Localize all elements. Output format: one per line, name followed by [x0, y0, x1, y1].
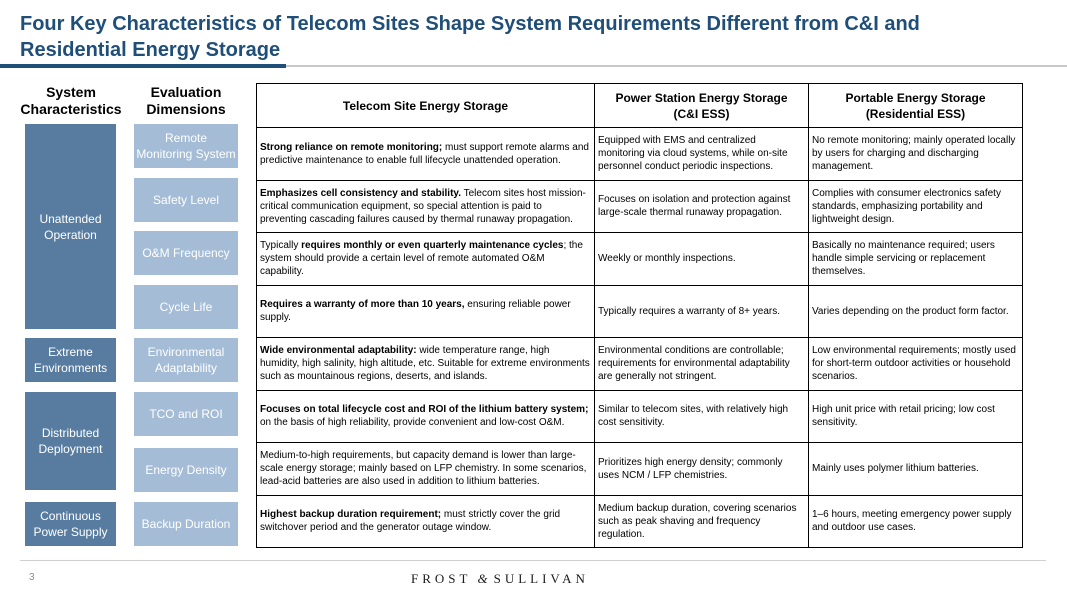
cell-telecom: Focuses on total lifecycle cost and ROI of the lithium battery system; on the basis of high reliability, provide convenient and low-cost O&M.: [257, 390, 595, 443]
table-header-row: [257, 84, 1023, 128]
footer-divider: [20, 560, 1046, 561]
system-characteristic-continuous: Continuous Power Supply: [25, 502, 116, 546]
system-characteristic-unattended: Unattended Operation: [25, 124, 116, 329]
comparison-table: [256, 83, 1023, 548]
evaluation-dimension-safety: Safety Level: [134, 178, 238, 222]
system-characteristic-extreme: Extreme Environments: [25, 338, 116, 382]
cell-residential: No remote monitoring; mainly operated locally by users for charging and discharging management.: [809, 128, 1023, 181]
cell-ci: Similar to telecom sites, with relatively high cost sensitivity.: [595, 390, 809, 443]
cell-ci: Medium backup duration, covering scenarios such as peak shaving and frequency regulation.: [595, 495, 809, 548]
cell-ci: Weekly or monthly inspections.: [595, 233, 809, 286]
cell-residential: Complies with consumer electronics safety standards, emphasizing portability and lightweight design.: [809, 180, 1023, 233]
cell-telecom: Strong reliance on remote monitoring; must support remote alarms and predictive maintenance to enable full lifecycle unattended operation.: [257, 128, 595, 181]
cell-ci: Typically requires a warranty of 8+ years.: [595, 285, 809, 338]
evaluation-dimension-tco-roi: TCO and ROI: [134, 392, 238, 436]
cell-residential: Low environmental requirements; mostly used for short-term outdoor activities or household scenarios.: [809, 338, 1023, 391]
evaluation-dimension-backup-duration: Backup Duration: [134, 502, 238, 546]
cell-ci: Focuses on isolation and protection against large-scale thermal runaway propagation.: [595, 180, 809, 233]
cell-telecom: Typically requires monthly or even quarterly maintenance cycles; the system should provide a certain level of remote automated O&M capability.: [257, 233, 595, 286]
table-row: [257, 338, 1023, 391]
evaluation-dimension-remote-monitoring: Remote Monitoring System: [134, 124, 238, 168]
table-row: [257, 495, 1023, 548]
header-telecom: Telecom Site Energy Storage: [257, 84, 595, 128]
cell-telecom: Medium-to-high requirements, but capacity demand is lower than large-scale energy storage; mainly based on LFP chemistry. In some scenarios, lead-acid batteries are also used in addition to lithium batteries.: [257, 443, 595, 496]
cell-telecom: Requires a warranty of more than 10 years, ensuring reliable power supply.: [257, 285, 595, 338]
cell-telecom: Highest backup duration requirement; must strictly cover the grid switchover period and the generator outage window.: [257, 495, 595, 548]
header-ci: Power Station Energy Storage (C&I ESS): [595, 84, 809, 128]
evaluation-dimension-energy-density: Energy Density: [134, 448, 238, 492]
evaluation-dimensions-header: Evaluation Dimensions: [146, 84, 226, 117]
table-row: [257, 390, 1023, 443]
cell-telecom: Wide environmental adaptability: wide temperature range, high humidity, high salinity, high altitude, etc. Suitable for extreme environments such as mountainous regions, deserts, and islands.: [257, 338, 595, 391]
title-underline: [286, 65, 1067, 67]
system-characteristics-header: System Characteristics: [20, 84, 122, 117]
table-row: [257, 128, 1023, 181]
cell-residential: High unit price with retail pricing; low cost sensitivity.: [809, 390, 1023, 443]
system-characteristic-distributed: Distributed Deployment: [25, 392, 116, 490]
evaluation-dimension-environmental: Environmental Adaptability: [134, 338, 238, 382]
cell-residential: Mainly uses polymer lithium batteries.: [809, 443, 1023, 496]
header-residential: Portable Energy Storage (Residential ESS): [809, 84, 1023, 128]
evaluation-dimension-cycle-life: Cycle Life: [134, 285, 238, 329]
page-title: Four Key Characteristics of Telecom Sites Shape System Requirements Different from C&I and Residential Energy Storage: [20, 13, 920, 61]
cell-residential: Varies depending on the product form factor.: [809, 285, 1023, 338]
title-underline-accent: [0, 64, 286, 68]
cell-ci: Prioritizes high energy density; commonly uses NCM / LFP chemistries.: [595, 443, 809, 496]
frost-sullivan-logo: FROST & SULLIVAN: [411, 571, 589, 586]
table-row: [257, 443, 1023, 496]
cell-residential: Basically no maintenance required; users handle simple servicing or replacement themselves.: [809, 233, 1023, 286]
evaluation-dimension-om-frequency: O&M Frequency: [134, 231, 238, 275]
table-row: [257, 285, 1023, 338]
table-row: [257, 233, 1023, 286]
cell-residential: 1–6 hours, meeting emergency power supply and outdoor use cases.: [809, 495, 1023, 548]
cell-telecom: Emphasizes cell consistency and stability. Telecom sites host mission-critical communication equipment, so special attention is paid to preventing cascading failures caused by thermal runaway propagation.: [257, 180, 595, 233]
table-row: [257, 180, 1023, 233]
cell-ci: Equipped with EMS and centralized monitoring via cloud systems, while on-site personnel conduct periodic inspections.: [595, 128, 809, 181]
page-number: 3: [29, 572, 35, 583]
cell-ci: Environmental conditions are controllable; requirements for environmental adaptability are generally not stringent.: [595, 338, 809, 391]
